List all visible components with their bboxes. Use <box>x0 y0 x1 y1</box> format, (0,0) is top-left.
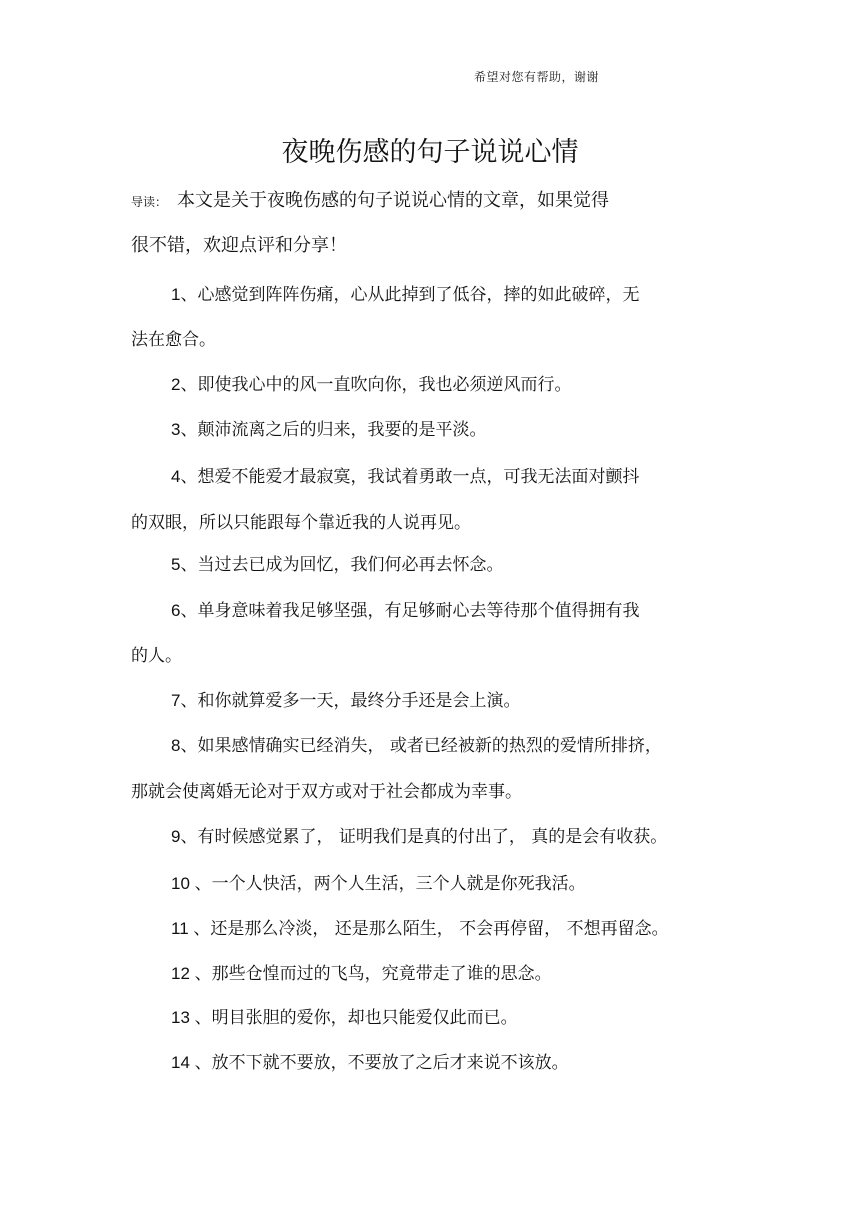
list-item-12 <box>171 959 552 984</box>
item-number: 7、 <box>171 691 198 710</box>
list-item-3 <box>171 415 486 440</box>
list-item-13 <box>171 1003 518 1028</box>
page-title: 夜晚伤感的句子说说心情 <box>281 137 579 168</box>
header-note: 希望对您有帮助，谢谢 <box>474 70 600 84</box>
item-number: 8、 <box>171 736 198 755</box>
item-number: 12 、 <box>171 964 212 983</box>
intro-text: 本文是关于夜晚伤感的句子说说心情的文章，如果觉得 <box>177 190 610 211</box>
list-item-6 <box>171 596 639 621</box>
item-text: 和你就算爱多一天，最终分手还是会上演。 <box>197 691 521 711</box>
item-text: 当过去已成为回忆，我们何必再去怀念。 <box>197 555 504 575</box>
list-item-2 <box>171 370 571 395</box>
list-item-1-cont: 法在愈合。 <box>131 330 216 350</box>
item-number: 13 、 <box>171 1008 212 1027</box>
list-item-14 <box>171 1048 569 1073</box>
list-item-11 <box>171 914 669 939</box>
item-number: 4、 <box>171 467 198 486</box>
list-item-5 <box>171 550 503 575</box>
item-text: 想爱不能爱才最寂寞，我试着勇敢一点，可我无法面对颤抖 <box>197 467 640 487</box>
list-item-4-cont: 的双眼，所以只能跟每个靠近我的人说再见。 <box>131 513 471 533</box>
item-text: 单身意味着我足够坚强，有足够耐心去等待那个值得拥有我 <box>197 601 640 621</box>
list-item-7 <box>171 686 520 711</box>
item-number: 11 、 <box>171 919 211 938</box>
item-text: 心感觉到阵阵伤痛，心从此掉到了低谷，摔的如此破碎，无 <box>197 285 640 305</box>
list-item-9 <box>171 822 667 847</box>
item-number: 9、 <box>171 827 198 846</box>
item-text: 即使我心中的风一直吹向你，我也必须逆风而行。 <box>197 375 572 395</box>
item-text: 放不下就不要放，不要放了之后才来说不该放。 <box>211 1053 569 1073</box>
intro-line-2: 很不错，欢迎点评和分享！ <box>131 235 347 256</box>
item-text: 颠沛流离之后的归来，我要的是平淡。 <box>197 420 487 440</box>
item-number: 14 、 <box>171 1053 212 1072</box>
item-text: 如果感情确实已经消失， 或者已经被新的热烈的爱情所排挤， <box>197 736 662 756</box>
list-item-8 <box>171 731 662 756</box>
item-number: 2、 <box>171 375 198 394</box>
item-number: 6、 <box>171 601 198 620</box>
item-number: 3、 <box>171 420 198 439</box>
list-item-6-cont: 的人。 <box>131 646 182 666</box>
item-text: 一个人快活，两个人生活，三个人就是你死我活。 <box>211 874 586 894</box>
item-text: 有时候感觉累了， 证明我们是真的付出了， 真的是会有收获。 <box>197 827 668 847</box>
item-number: 10 、 <box>171 874 212 893</box>
item-text: 还是那么冷淡， 还是那么陌生， 不会再停留， 不想再留念。 <box>210 919 669 939</box>
list-item-8-cont: 那就会使离婚无论对于双方或对于社会都成为幸事。 <box>131 782 522 802</box>
item-text: 那些仓惶而过的飞鸟，究竟带走了谁的思念。 <box>211 964 552 984</box>
list-item-10 <box>171 869 586 894</box>
item-number: 1、 <box>171 285 198 304</box>
intro-label: 导读： <box>131 195 168 209</box>
intro-line-1 <box>131 186 609 212</box>
item-number: 5、 <box>171 555 198 574</box>
list-item-4 <box>171 462 639 487</box>
item-text: 明目张胆的爱你，却也只能爱仅此而已。 <box>211 1008 518 1028</box>
list-item-1 <box>171 280 639 305</box>
